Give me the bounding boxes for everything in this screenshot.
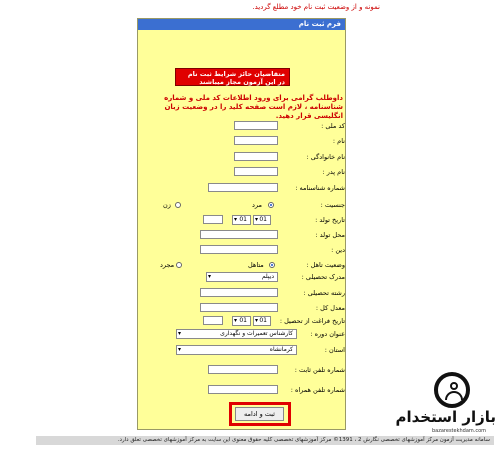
phone-input[interactable]: [208, 365, 278, 374]
id-number-input[interactable]: [208, 183, 278, 192]
label-phone: شماره تلفن ثابت :: [294, 366, 345, 374]
row-degree: [138, 272, 347, 284]
label-birth-date: تاریخ تولد :: [315, 216, 345, 224]
row-national-code: [138, 121, 347, 133]
birth-month-select[interactable]: ▾ 01: [232, 215, 251, 225]
row-province: [138, 345, 347, 357]
birth-year-input[interactable]: [203, 215, 223, 224]
row-religion: [138, 245, 347, 257]
person-icon: [434, 372, 470, 408]
gender-female-label: زن: [163, 201, 171, 209]
logo-subtitle: bazarestekhdam.com: [432, 428, 487, 434]
birth-day-select[interactable]: ▾ 01: [253, 215, 271, 225]
married-label: متاهل: [248, 261, 264, 269]
religion-input[interactable]: [200, 245, 278, 254]
single-label: مجرد: [160, 261, 175, 269]
birth-place-input[interactable]: [200, 230, 278, 239]
form-header: فرم ثبت نام: [138, 19, 345, 30]
footer-text: سامانه مدیریت آزمون مرکز آموزشهای تخصصی نگارش 2 ، 1391© مرکز آموزشهای تخصصی کلیه حقوق معنوی این سایت به مرکز آموزشهای تخصصی تعلق دارد.: [36, 436, 494, 445]
label-father-name: نام پدر :: [322, 168, 345, 176]
submit-button[interactable]: ثبت و ادامه: [235, 407, 284, 421]
label-grad-date: تاریخ فراغت از تحصیل :: [279, 317, 345, 325]
label-course: عنوان دوره :: [310, 330, 345, 338]
bazarestekhdam-logo: [395, 370, 496, 440]
gender-male-label: مرد: [252, 201, 262, 209]
row-gpa: [138, 303, 347, 315]
label-id-number: شماره شناسنامه :: [295, 184, 345, 192]
province-select[interactable]: ▾ کرمانشاه: [176, 345, 297, 355]
gender-male-radio[interactable]: [268, 202, 274, 208]
row-last-name: [138, 152, 347, 164]
row-phone: [138, 365, 347, 377]
row-father-name: [138, 167, 347, 179]
label-gender: جنسیت :: [320, 201, 345, 209]
top-note: نمونه و از وضعیت ثبت نام خود مطلع گردید.: [252, 3, 380, 11]
father-name-input[interactable]: [234, 167, 278, 176]
degree-select[interactable]: ▾ دیپلم: [206, 272, 278, 282]
row-birth-date: [138, 215, 347, 227]
married-radio[interactable]: [269, 262, 275, 268]
label-religion: دین :: [331, 246, 345, 254]
gender-female-radio[interactable]: [175, 202, 181, 208]
row-birth-place: [138, 230, 347, 242]
grad-month-select[interactable]: ▾ 01: [232, 316, 251, 326]
row-marital: [138, 260, 347, 272]
row-id-number: [138, 183, 347, 195]
gpa-input[interactable]: [200, 303, 278, 312]
last-name-input[interactable]: [234, 152, 278, 161]
label-national-code: کد ملی :: [321, 122, 345, 130]
single-radio[interactable]: [176, 262, 182, 268]
row-field-of-study: [138, 288, 347, 300]
row-course: [138, 329, 347, 341]
row-mobile: [138, 385, 347, 397]
label-degree: مدرک تحصیلی :: [301, 273, 345, 281]
label-mobile: شماره تلفن همراه :: [290, 386, 345, 394]
grad-day-select[interactable]: ▾ 01: [253, 316, 271, 326]
label-gpa: معدل کل :: [315, 304, 345, 312]
label-field-of-study: رشته تحصیلی :: [303, 289, 345, 297]
logo-title: بازار استخدام: [395, 408, 496, 426]
label-marital: وضعیت تاهل :: [306, 261, 345, 269]
national-code-input[interactable]: [234, 121, 278, 130]
label-birth-place: محل تولد :: [315, 231, 345, 239]
row-first-name: [138, 136, 347, 148]
warning-box: متقاضیان حائز شرایط ثبت نام در این آزمون مجاز میباشند: [175, 68, 290, 86]
registration-form: [137, 18, 346, 430]
mobile-input[interactable]: [208, 385, 278, 394]
course-select[interactable]: ▾ کارشناس تعمیرات و نگهداری: [176, 329, 297, 339]
grad-year-input[interactable]: [203, 316, 223, 325]
label-first-name: نام :: [332, 137, 345, 145]
first-name-input[interactable]: [234, 136, 278, 145]
label-province: استان :: [324, 346, 345, 354]
row-gender: [138, 200, 347, 212]
field-of-study-input[interactable]: [200, 288, 278, 297]
label-last-name: نام خانوادگی :: [306, 153, 345, 161]
row-grad-date: [138, 316, 347, 328]
instruction-text: داوطلب گرامی برای ورود اطلاعات کد ملی و شماره شناسنامه ، لازم است صفحه کلید را در وضعیت زبان انگلیسی قرار دهید.: [164, 94, 343, 120]
